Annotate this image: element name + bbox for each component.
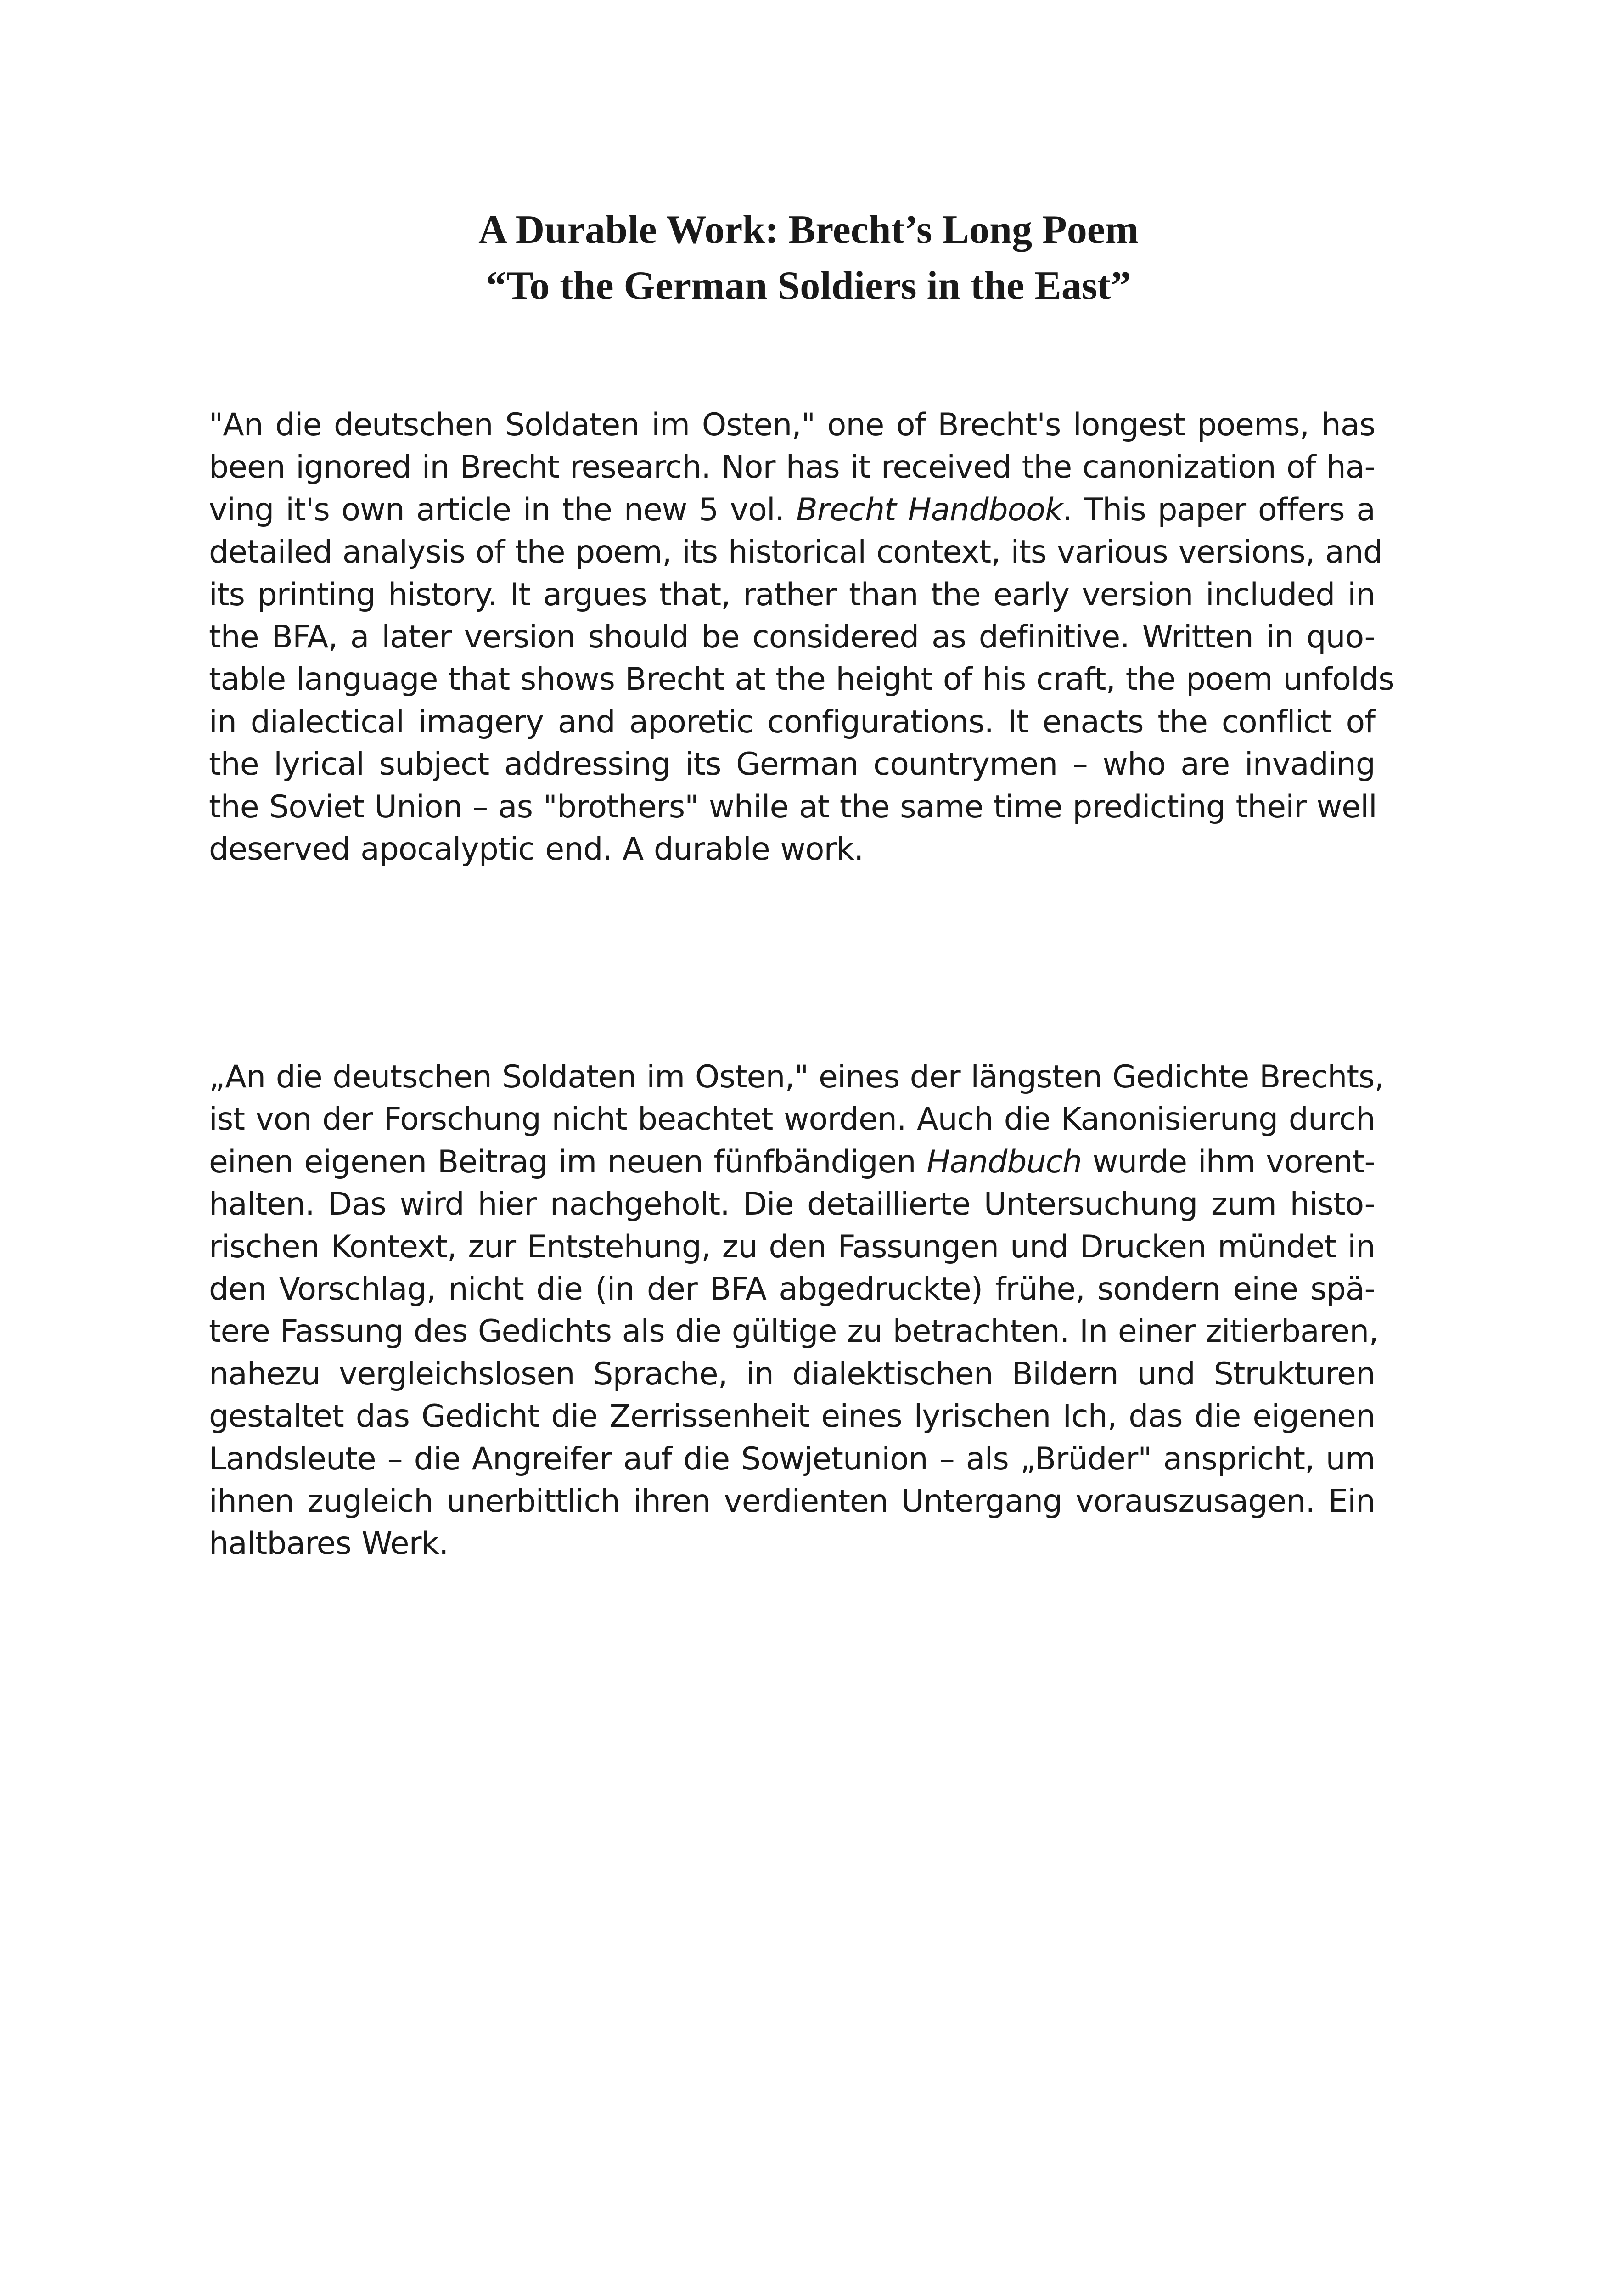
title-line-1: A Durable Work: Brecht’s Long Poem [478, 208, 1139, 252]
abstract-de-line [209, 1141, 1375, 1183]
abstract-en-text: ving it's own article in the new 5 vol. [209, 491, 797, 528]
abstract-de-line: ihnen zugleich unerbittlich ihren verdienten Untergang vorauszusagen. Ein [209, 1483, 1375, 1519]
abstract-de-line: „An die deutschen Soldaten im Osten," eines der längsten Gedichte Brechts, [209, 1059, 1384, 1095]
abstract-de-line: halten. Das wird hier nachgeholt. Die detaillierte Untersuchung zum histo- [209, 1186, 1375, 1223]
title-line-2: “To the German Soldiers in the East” [486, 264, 1131, 308]
abstract-de-line: ist von der Forschung nicht beachtet worden. Auch die Kanonisierung durch [209, 1101, 1375, 1138]
abstract-de-line: rischen Kontext, zur Entstehung, zu den Fassungen und Drucken mündet in [209, 1228, 1375, 1265]
abstract-en-line: been ignored in Brecht research. Nor has it received the canonization of ha- [209, 449, 1375, 486]
abstract-en-line: the lyrical subject addressing its German countrymen – who are invading [209, 746, 1375, 783]
abstract-en-line: deserved apocalyptic end. A durable work. [209, 831, 864, 867]
abstract-de-line: tere Fassung des Gedichts als die gültige zu betrachten. In einer zitierbaren, [209, 1313, 1378, 1350]
abstract-en-text: . This paper offers a [1062, 491, 1375, 528]
abstract-de-line: den Vorschlag, nicht die (in der BFA abgedruckte) frühe, sondern eine spä- [209, 1271, 1375, 1307]
abstract-de-line: haltbares Werk. [209, 1525, 449, 1562]
abstract-en-line: the Soviet Union – as "brothers" while at the same time predicting their well [209, 788, 1377, 825]
abstract-en-line: table language that shows Brecht at the height of his craft, the poem unfolds [209, 661, 1394, 698]
abstract-en-line: the BFA, a later version should be considered as definitive. Written in quo- [209, 619, 1375, 655]
abstract-en-line: "An die deutschen Soldaten im Osten," one of Brecht's longest poems, has [209, 407, 1375, 443]
abstract-de-line: Landsleute – die Angreifer auf die Sowjetunion – als „Brüder" anspricht, um [209, 1441, 1375, 1477]
abstract-en-line [209, 489, 1375, 531]
article-title [0, 202, 1617, 314]
english-abstract [209, 404, 1394, 871]
abstract-en-line: its printing history. It argues that, rather than the early version included in [209, 576, 1375, 613]
abstract-de-line: gestaltet das Gedicht die Zerrissenheit eines lyrischen Ich, das die eigenen [209, 1398, 1375, 1435]
abstract-en-line: detailed analysis of the poem, its historical context, its various versions, and [209, 534, 1383, 571]
abstract-de-italic-title: Handbuch [926, 1143, 1082, 1180]
abstract-en-italic-title: Brecht Handbook [796, 491, 1063, 528]
german-abstract [209, 1056, 1384, 1565]
abstract-de-text: wurde ihm vorent- [1082, 1143, 1375, 1180]
abstract-de-text: einen eigenen Beitrag im neuen fünfbändigen [209, 1143, 927, 1180]
abstract-en-line: in dialectical imagery and aporetic configurations. It enacts the conflict of [209, 703, 1375, 740]
abstract-de-line: nahezu vergleichslosen Sprache, in dialektischen Bildern und Strukturen [209, 1356, 1375, 1392]
